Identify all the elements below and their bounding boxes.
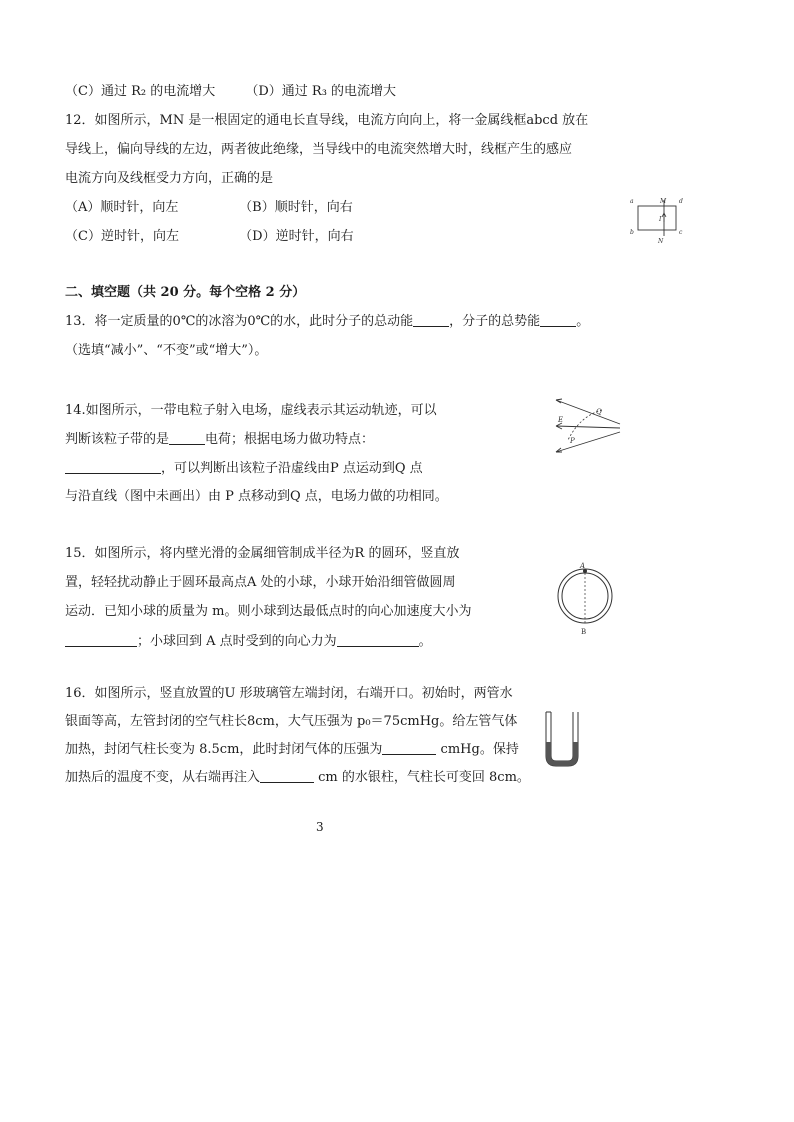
q16-tube-inner [551, 712, 573, 761]
page-number: 3 [316, 820, 324, 834]
q14-field-line-3 [556, 432, 620, 452]
q15-line-4 [65, 634, 432, 650]
section-2-title: 二、填空题（共 20 分。每个空格 2 分） [65, 285, 306, 300]
q14-line-3 [65, 461, 423, 477]
q12-label-a: a [630, 198, 634, 205]
q15-ring-figure [555, 562, 615, 638]
q15-blank-1[interactable] [65, 634, 137, 647]
q14-text-2: 电荷；根据电场力做功特点： [205, 432, 375, 447]
q14-field-line-2 [556, 426, 620, 428]
q16-blank-1[interactable] [382, 742, 436, 755]
q12-label-b: b [630, 229, 634, 236]
q14-field-figure [552, 392, 624, 458]
q15-text-1: ；小球回到 A 点时受到的向心力为 [137, 634, 337, 649]
q11-option-c: （C）通过 R₂ 的电流增大 [65, 84, 216, 99]
q12-line-3: 电流方向及线框受力方向，正确的是 [65, 171, 274, 186]
q14-blank-1[interactable] [169, 432, 205, 445]
q14-label-e: E [558, 416, 564, 424]
q13-line-1 [65, 314, 589, 330]
q14-text-3: ，可以判断出该粒子沿虚线由P 点运动到Q 点 [161, 461, 423, 476]
q11-option-d: （D）通过 R₃ 的电流增大 [245, 84, 397, 99]
q12-label-n: N [658, 238, 664, 244]
q12-label-m: M [660, 198, 667, 205]
q13-line-2: （选填“减小”、“不变”或“增大”）。 [65, 343, 268, 358]
q13-text-3: 。 [576, 314, 590, 329]
q15-ring-inner [562, 573, 608, 619]
q14-line-1: 14.如图所示，一带电粒子射入电场，虚线表示其运动轨迹，可以 [65, 403, 437, 418]
q14-label-p: P [570, 437, 575, 445]
q12-options-cd [65, 229, 354, 245]
q15-label-b: B [581, 628, 587, 636]
q13-blank-2[interactable] [540, 314, 576, 327]
q12-label-i: I [659, 216, 662, 223]
q12-current-arrow [662, 213, 666, 222]
q12-label-c: c [679, 229, 683, 236]
q14-blank-2[interactable] [65, 461, 161, 474]
q15-line-1: 15．如图所示，将内壁光滑的金属细管制成半径为R 的圆环，竖直放 [65, 546, 460, 561]
q14-line-2 [65, 432, 374, 448]
q14-field-line-1 [556, 400, 620, 424]
q12-line-2: 导线上，偏向导线的左边，两者彼此绝缘，当导线中的电流突然增大时，线框产生的感应 [65, 142, 573, 157]
q16-text-4: cm 的水银柱，气柱长可变回 8cm。 [314, 770, 530, 785]
q12-option-b: （B）顺时针，向右 [239, 200, 353, 215]
q12-frame-rect [638, 206, 676, 230]
q12-option-d: （D）逆时针，向右 [239, 229, 354, 244]
q14-label-q: Q [596, 408, 602, 416]
q13-text-2: ，分子的总势能 [449, 314, 541, 329]
q15-line-3: 运动．已知小球的质量为 m。则小球到达最低点时的向心加速度大小为 [65, 604, 472, 619]
q14-text-1: 判断该粒子带的是 [65, 432, 170, 447]
q12-options-ab [65, 200, 353, 216]
q12-option-a: （A）顺时针，向左 [65, 200, 179, 215]
q12-option-c: （C）逆时针，向左 [65, 229, 179, 244]
q12-wire-frame-figure [628, 194, 688, 244]
q15-line-2: 置，轻轻扰动静止于圆环最高点A 处的小球，小球开始沿细管做圆周 [65, 575, 456, 590]
q16-mercury [546, 742, 578, 766]
q15-text-2: 。 [418, 634, 432, 649]
q15-blank-2[interactable] [337, 634, 419, 647]
q16-line-3 [65, 742, 519, 758]
q16-line-1: 16．如图所示，竖直放置的U 形玻璃管左端封闭，右端开口。初始时，两管水 [65, 686, 513, 701]
q16-u-tube-figure [542, 708, 582, 770]
q15-label-a: A [580, 562, 586, 570]
q16-text-2: cmHg。保持 [436, 742, 519, 757]
q16-line-2: 银面等高，左管封闭的空气柱长8cm，大气压强为 p₀＝75cmHg。给左管气体 [65, 714, 518, 729]
q16-text-3: 加热后的温度不变，从右端再注入 [65, 770, 261, 785]
q13-text-1: 13．将一定质量的0℃的冰溶为0℃的水，此时分子的总动能 [65, 314, 414, 329]
q12-line-1: 12．如图所示，MN 是一根固定的通电长直导线，电流方向向上，将一金属线框abcd 放在 [65, 113, 589, 128]
q16-line-4 [65, 770, 530, 786]
q16-blank-2[interactable] [260, 770, 314, 783]
q14-line-4: 与沿直线（图中未画出）由 P 点移动到Q 点，电场力做的功相同。 [65, 489, 448, 504]
q12-label-d: d [679, 198, 683, 205]
q16-text-1: 加热，封闭气柱长变为 8.5cm，此时封闭气体的压强为 [65, 742, 383, 757]
q13-blank-1[interactable] [413, 314, 449, 327]
q11-options [65, 84, 396, 100]
